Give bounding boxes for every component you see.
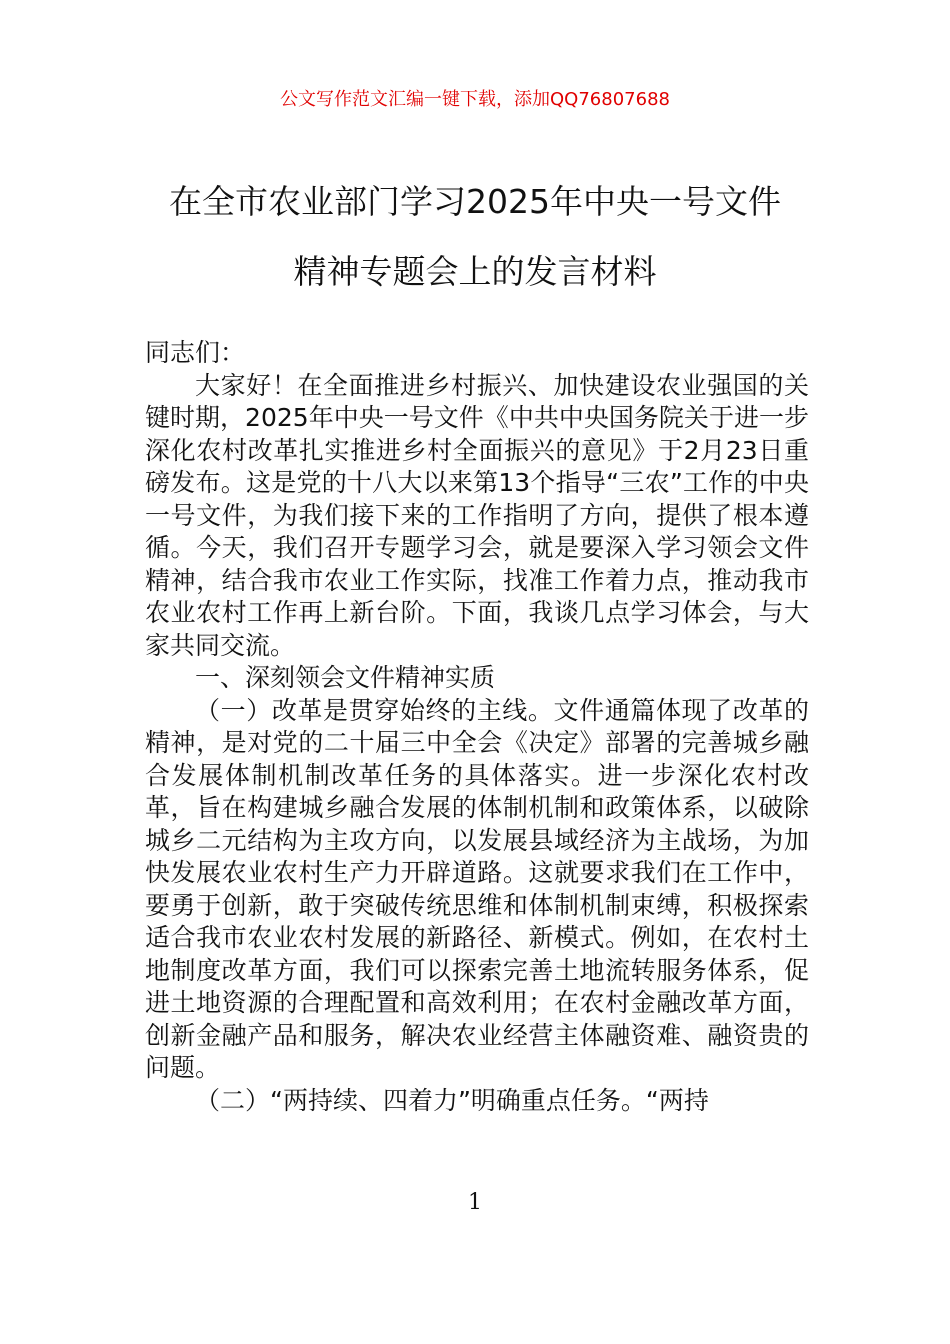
salutation: 同志们：: [145, 338, 246, 367]
header-download-note: 公文写作范文汇编一键下载，添加QQ76807688: [280, 89, 670, 110]
document-title-line-1: 在全市农业部门学习2025年中央一号文件: [169, 182, 781, 221]
page-number: 1: [468, 1190, 482, 1215]
paragraph-key-tasks: （二）“两持续、四着力”明确重点任务。“两持: [195, 1085, 709, 1115]
document-body: [145, 337, 809, 1117]
document-title-line-2: 精神专题会上的发言材料: [293, 252, 657, 291]
paragraph-reform: （一）改革是贯穿始终的主线。文件通篇体现了改革的精神，是对党的二十届三中全会《决定》部署的完善城乡融合发展体制机制改革任务的具体落实。进一步深化农村改革，旨在构建城乡融合发展的体制机制和政策体系，以破除城乡二元结构为主攻方向，以发展县域经济为主战场，为加快发展农业农村生产力开辟道路。这就要求我们在工作中，要勇于创新，敢于突破传统思维和体制机制束缚，积极探索适合我市农业农村发展的新路径、新模式。例如，在农村土地制度改革方面，我们可以探索完善土地流转服务体系，促进土地资源的合理配置和高效利用；在农村金融改革方面，创新金融产品和服务，解决农业经营主体融资难、融资贵的问题。: [145, 695, 809, 1082]
section-heading-1: 一、深刻领会文件精神实质: [195, 663, 496, 692]
paragraph-intro: 大家好！在全面推进乡村振兴、加快建设农业强国的关键时期，2025年中央一号文件《中共中央国务院关于进一步深化农村改革扎实推进乡村全面振兴的意见》于2月23日重磅发布。这是党的十八大以来第13个指导“三农”工作的中央一号文件，为我们接下来的工作指明了方向，提供了根本遵循。今天，我们召开专题学习会，就是要深入学习领会文件精神，结合我市农业工作实际，找准工作着力点，推动我市农业农村工作再上新台阶。下面，我谈几点学习体会，与大家共同交流。: [145, 370, 809, 660]
